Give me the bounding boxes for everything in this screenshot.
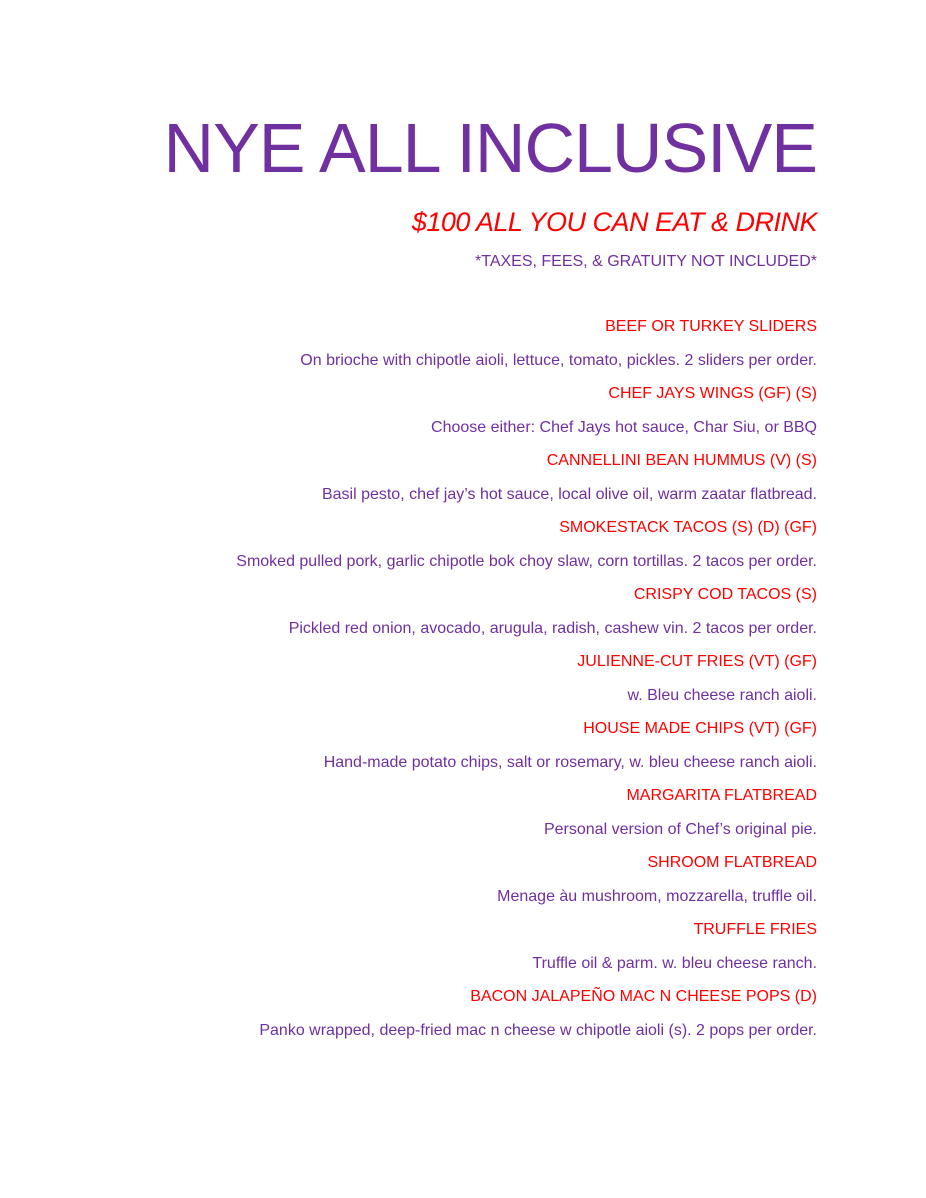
tax-note: *TAXES, FEES, & GRATUITY NOT INCLUDED*: [475, 253, 817, 270]
item-description: Panko wrapped, deep-fried mac n cheese w chipotle aioli (s). 2 pops per order.: [259, 1021, 817, 1039]
item-name: SHROOM FLATBREAD: [647, 854, 817, 871]
item-description: Menage àu mushroom, mozzarella, truffle oil.: [497, 887, 817, 905]
item-name: CANNELLINI BEAN HUMMUS (V) (S): [546, 452, 817, 469]
item-name: BEEF OR TURKEY SLIDERS: [605, 318, 817, 335]
item-description: Choose either: Chef Jays hot sauce, Char Siu, or BBQ: [431, 418, 817, 436]
item-description: Hand-made potato chips, salt or rosemary, w. bleu cheese ranch aioli.: [323, 753, 817, 771]
menu-items: [236, 316, 817, 1053]
item-description: w. Bleu cheese ranch aioli.: [627, 686, 817, 704]
item-name: JULIENNE-CUT FRIES (VT) (GF): [577, 653, 817, 670]
menu-title: NYE ALL INCLUSIVE: [163, 109, 817, 187]
menu-subtitle: $100 ALL YOU CAN EAT & DRINK: [411, 207, 817, 237]
item-description: Truffle oil & parm. w. bleu cheese ranch.: [532, 954, 817, 972]
item-name: CRISPY COD TACOS (S): [633, 586, 817, 603]
item-name: MARGARITA FLATBREAD: [626, 787, 817, 804]
item-description: On brioche with chipotle aioli, lettuce, tomato, pickles. 2 sliders per order.: [300, 351, 817, 369]
item-name: CHEF JAYS WINGS (GF) (S): [608, 385, 817, 402]
item-description: Smoked pulled pork, garlic chipotle bok choy slaw, corn tortillas. 2 tacos per order.: [236, 552, 817, 570]
item-name: TRUFFLE FRIES: [693, 921, 817, 938]
item-description: Personal version of Chef’s original pie.: [543, 820, 817, 838]
item-name: HOUSE MADE CHIPS (VT) (GF): [583, 720, 817, 737]
item-name: SMOKESTACK TACOS (S) (D) (GF): [559, 519, 817, 536]
item-description: Basil pesto, chef jay’s hot sauce, local olive oil, warm zaatar flatbread.: [321, 485, 817, 503]
item-name: BACON JALAPEÑO MAC N CHEESE POPS (D): [470, 988, 817, 1005]
item-description: Pickled red onion, avocado, arugula, radish, cashew vin. 2 tacos per order.: [288, 619, 817, 637]
